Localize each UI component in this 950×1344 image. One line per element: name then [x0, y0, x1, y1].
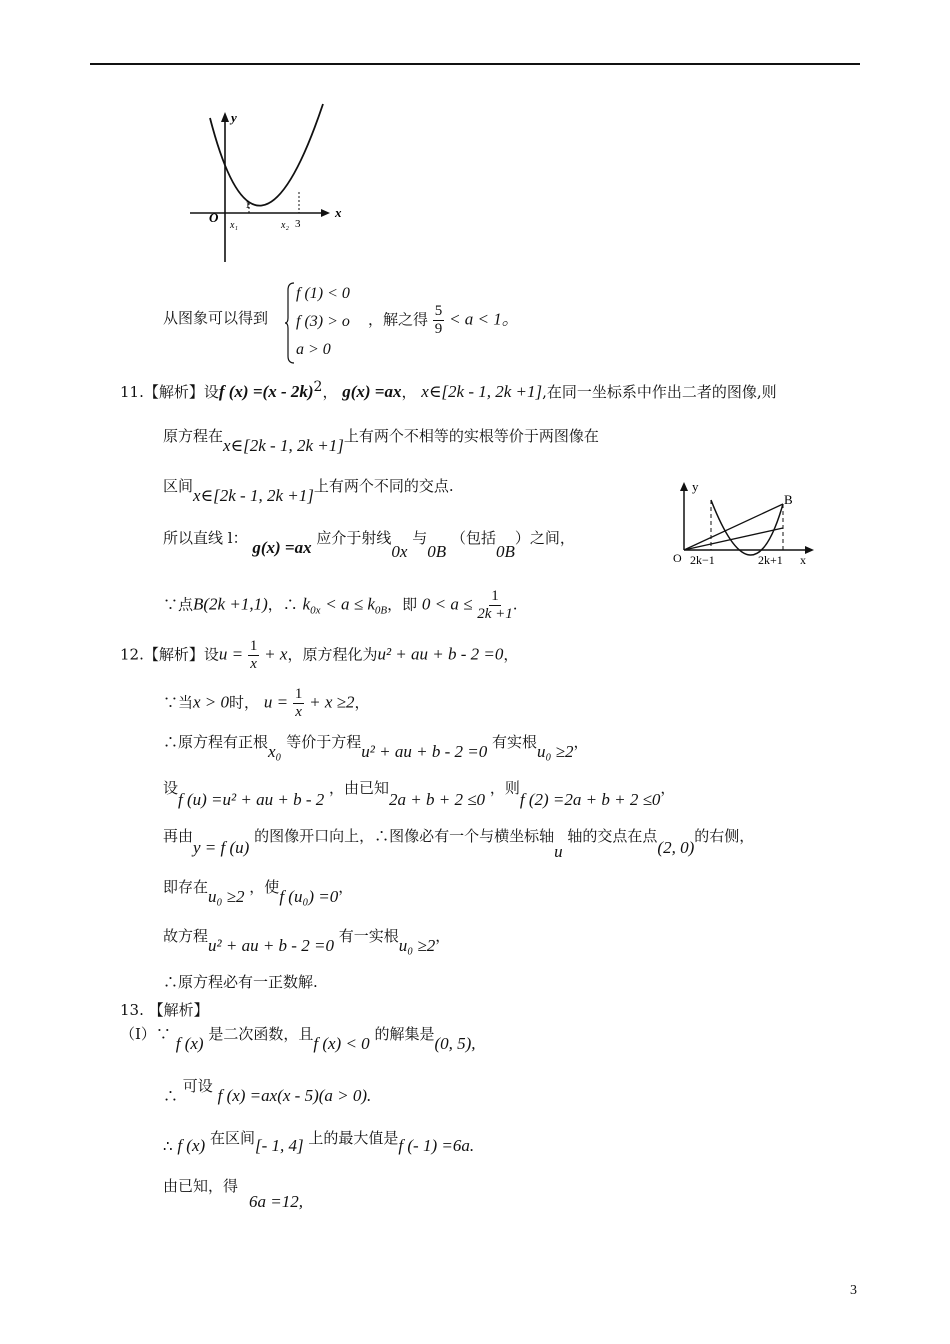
- graph2-origin-label: O: [673, 551, 682, 565]
- p11-line-4: 所以直线 l： g(x) =ax 应介于射线0x 与0B （包括0B）之间，: [163, 529, 575, 561]
- p11-line-5: ∵点B(2k +1,1)，∴ $k_{0x} < a \le k_{0B}$，即 0 < a ≤ $\frac{1}{2k +1}$ .: [163, 588, 518, 622]
- graph2-x-label: x: [800, 553, 806, 567]
- fraction-five-ninths: $\frac{5}{9}$: [434, 303, 443, 337]
- header-rule: [90, 63, 860, 65]
- graph1-x-label: x: [335, 205, 342, 220]
- system-line-1: f (1) < 0: [296, 285, 350, 302]
- p13-line-2: ∴ 可设 f (x) =ax(x - 5)(a > 0).: [163, 1077, 372, 1105]
- graph1-x2-label: x₂: [281, 220, 289, 231]
- rays-graph: [668, 478, 818, 570]
- graph1-three-label: 3: [295, 218, 301, 230]
- system-line-3: a > 0: [296, 341, 331, 358]
- p11-line-3: 区间x∈[2k - 1, 2k +1]上有两个不同的交点.: [163, 477, 454, 505]
- graph2-left-label: 2k−1: [690, 553, 715, 567]
- graph1-origin-label: O: [209, 210, 219, 225]
- p13-line-3: ∴ f (x) 在区间[- 1, 4] 上的最大值是f (- 1) =6a.: [163, 1129, 475, 1155]
- p12-line-7: 故方程u² + au + b - 2 =0 有一实根u₀ ≥2，: [163, 927, 451, 955]
- p10-result: ，解之得 $\frac{5}{9}$ < a < 1。: [368, 303, 519, 337]
- p13-title: 13. 【解析】: [120, 1001, 209, 1019]
- system-brace: [285, 282, 295, 364]
- graph1-x1-label: x₁: [230, 220, 238, 231]
- parabola-graph: [185, 100, 350, 265]
- p11-line-1: 11.【解析】设f (x) =(x - 2k)$^2$， g(x) =ax， x∈[2k - 1, 2k +1],在同一坐标系中作出二者的图像,则: [120, 379, 777, 401]
- graph1-one-label: 1: [245, 199, 251, 211]
- p12-line-3: ∴原方程有正根x₀ 等价于方程u² + au + b - 2 =0 有实根u₀ ≥2，: [163, 733, 589, 761]
- fraction-one-over-x-b: $\frac{1}{x}$: [294, 686, 303, 720]
- p12-line-5: 再由y = f (u) 的图像开口向上，∴图像必有一个与横坐标轴u 轴的交点在点(2, 0)的右侧，: [163, 827, 755, 861]
- p13-line-1: （I）∵ f (x) 是二次函数，且f (x) < 0 的解集是(0, 5),: [120, 1025, 476, 1053]
- system-line-2: f (3) > o: [296, 313, 350, 330]
- graph2-y-label: y: [692, 479, 699, 494]
- p13-line-4: 由已知，得 6a =12,: [163, 1177, 303, 1211]
- fraction-one-over-x-a: $\frac{1}{x}$: [249, 638, 258, 672]
- p11-line-2: 原方程在x∈[2k - 1, 2k +1]上有两个不相等的实根等价于两图像在: [163, 427, 599, 455]
- graph2-b-label: B: [784, 492, 793, 507]
- p12-line-2: ∵当x > 0时， u = $\frac{1}{x}$ + x ≥2，: [163, 686, 370, 720]
- p12-conclusion: ∴原方程必有一正数解.: [163, 973, 318, 991]
- p12-line-6: 即存在u₀ ≥2 ，使f (u₀) =0，: [163, 878, 354, 906]
- p12-line-1: 12.【解析】设u = $\frac{1}{x}$ + x，原方程化为u² + au + b - 2 =0，: [120, 638, 519, 672]
- graph2-right-label: 2k+1: [758, 553, 783, 567]
- graph1-y-label: y: [231, 110, 237, 125]
- page-number: 3: [850, 1283, 857, 1298]
- p10-prefix: 从图象可以得到: [163, 309, 269, 327]
- fraction-one-over-2k-plus-1: $\frac{1}{2k +1}$: [477, 588, 513, 622]
- p12-line-4: 设f (u) =u² + au + b - 2 ，由已知2a + b + 2 ≤0 ，则f (2) =2a + b + 2 ≤0，: [163, 779, 676, 809]
